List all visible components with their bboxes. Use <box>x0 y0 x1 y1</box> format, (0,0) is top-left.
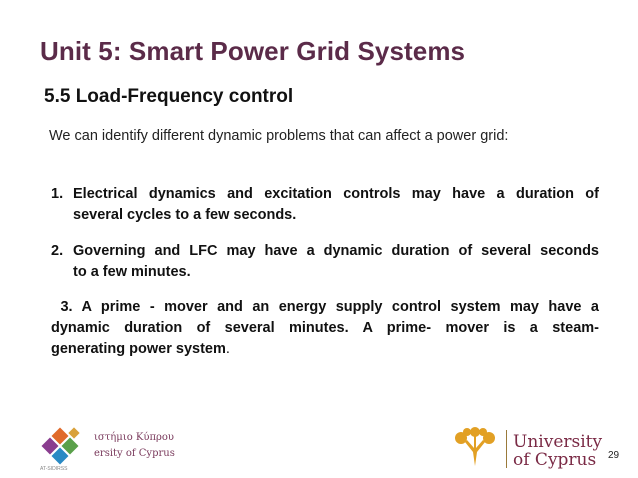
logo-left-text-line2: ersity of Cyprus <box>94 448 175 459</box>
list-item-line: 3. A prime - mover and an energy supply control system may have a <box>51 299 599 315</box>
page-number: 29 <box>608 450 620 461</box>
list-item-period: . <box>225 341 230 357</box>
list-item-line: Governing and LFC may have a dynamic duration of several seconds <box>73 243 599 259</box>
list-item-line: Electrical dynamics and excitation controls may have a duration of <box>73 186 599 202</box>
logo-left-text-line1: ιστήμιο Κύπρου <box>94 432 174 443</box>
list-item-line: to a few minutes. <box>73 264 191 280</box>
section-subtitle: 5.5 Load-Frequency control <box>44 86 294 107</box>
list-item-line-text: generating power system <box>51 341 226 357</box>
logo-left-subtext: AT-SIDIRSS <box>40 466 68 472</box>
list-item <box>51 241 599 283</box>
list-item-number: 2. <box>51 243 64 259</box>
list-item-line: several cycles to a few seconds. <box>73 207 297 223</box>
intro-text: We can identify different dynamic problems that can affect a power grid: <box>49 128 509 144</box>
logo-right-text-line1: University <box>513 432 603 452</box>
list-item-line-last <box>51 339 599 360</box>
university-cyprus-tree-logo <box>453 426 497 470</box>
list-item <box>51 184 599 226</box>
list-item-line: dynamic duration of several minutes. A prime- mover is a steam- <box>51 320 599 336</box>
logo-right-text-line2: of Cyprus <box>513 450 597 470</box>
slide-title: Unit 5: Smart Power Grid Systems <box>40 36 466 66</box>
list-item-number: 1. <box>51 186 64 202</box>
diamond-emblem-icon <box>42 427 80 464</box>
tree-emblem-icon <box>455 427 495 466</box>
logo-divider <box>506 430 507 468</box>
list-item <box>51 297 599 360</box>
